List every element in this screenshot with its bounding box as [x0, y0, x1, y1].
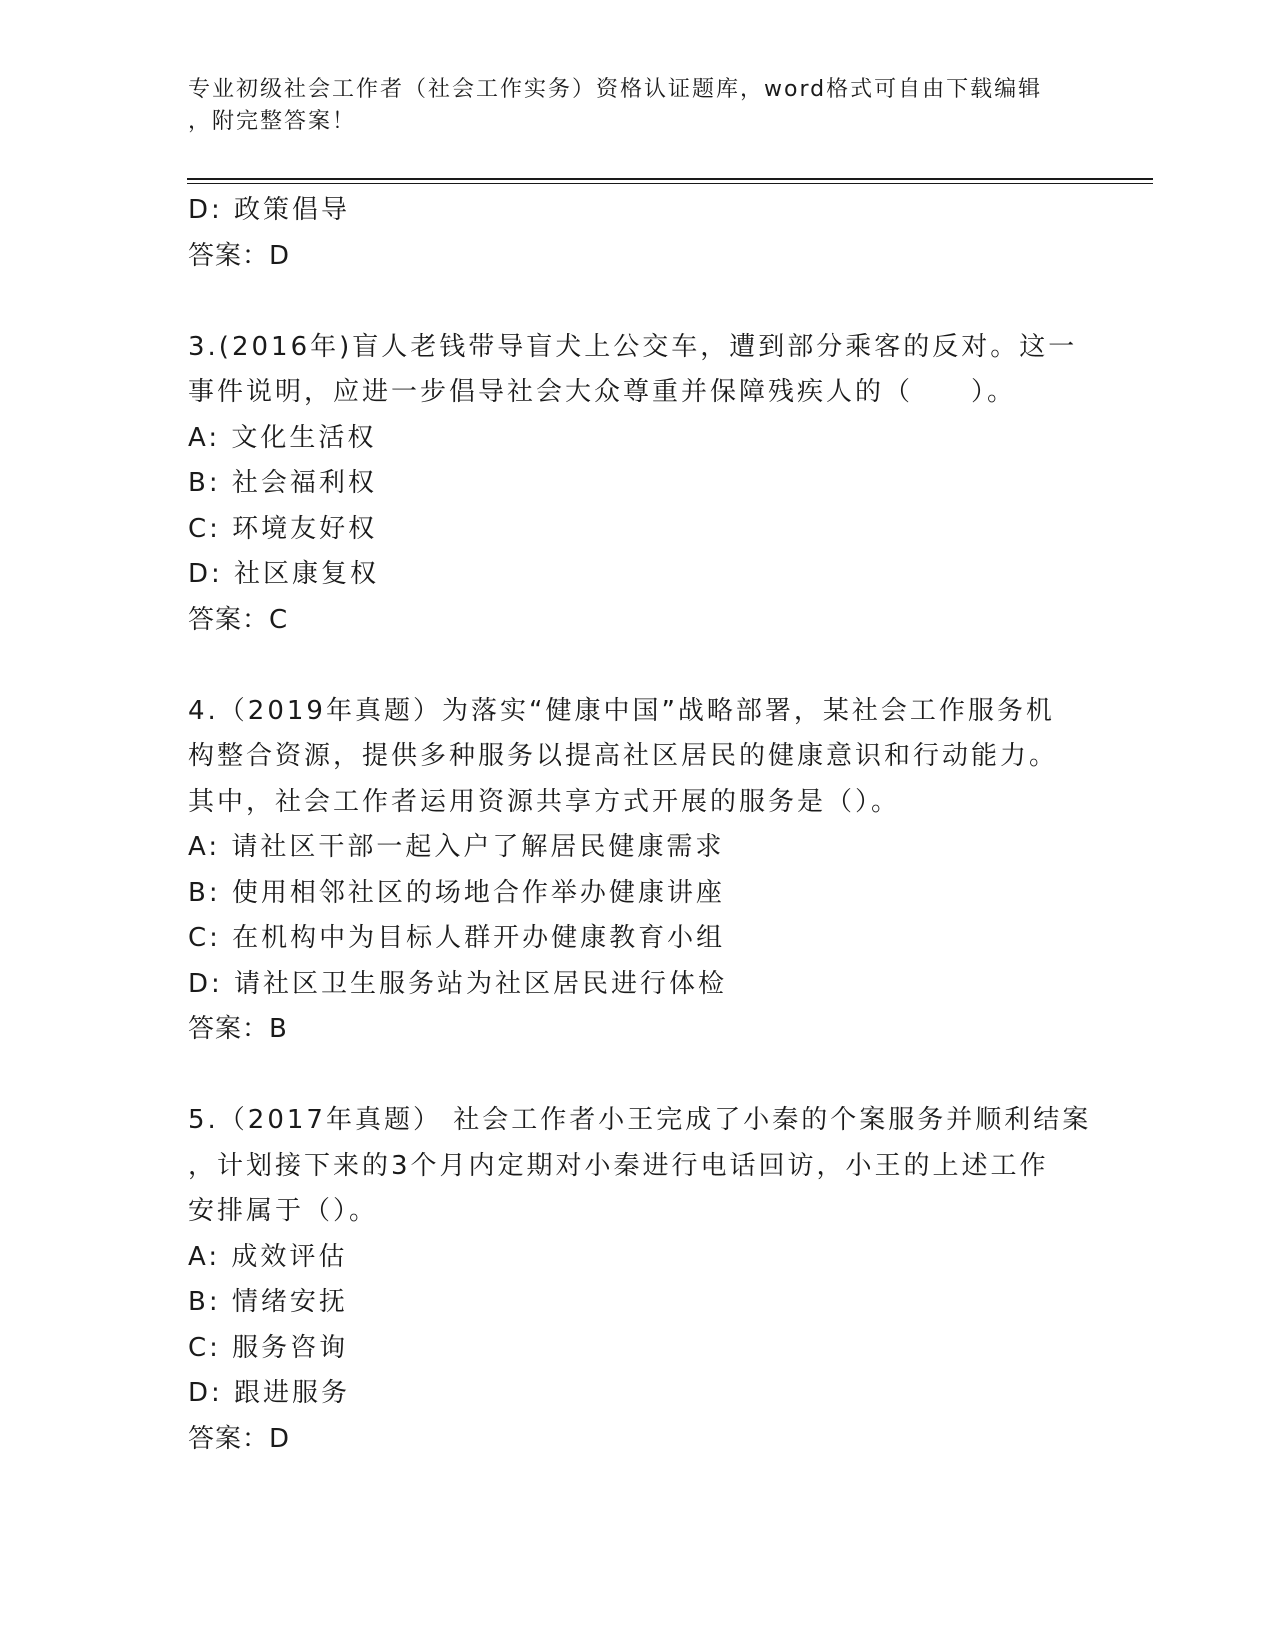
- option-d: D: 政策倡导: [188, 195, 351, 225]
- option-b: B: 情绪安抚: [188, 1287, 348, 1317]
- question-stem-line: 5.（2017年真题） 社会工作者小王完成了小秦的个案服务并顺利结案: [188, 1105, 1092, 1135]
- header-line-1: 专业初级社会工作者（社会工作实务）资格认证题库，word格式可自由下载编辑: [188, 77, 1043, 102]
- answer-line: 答案：D: [188, 1423, 291, 1454]
- question-3: [188, 325, 1088, 644]
- question-partial: [188, 188, 1088, 279]
- header-divider-thin: [187, 183, 1153, 184]
- question-stem-line: 安排属于（）。: [188, 1196, 379, 1226]
- spacer: [188, 643, 1088, 689]
- question-stem-line: 4.（2019年真题）为落实“健康中国”战略部署，某社会工作服务机: [188, 695, 1055, 726]
- question-list: [188, 188, 1092, 1462]
- question-4: [188, 689, 1088, 1053]
- question-stem-line: 其中，社会工作者运用资源共享方式开展的服务是（）。: [188, 786, 901, 817]
- option-d: D: 社区康复权: [188, 559, 380, 589]
- header-divider: [187, 178, 1153, 180]
- answer-line: 答案：D: [188, 240, 291, 271]
- header-line-2: ，附完整答案！: [188, 109, 357, 134]
- answer-line: 答案：B: [188, 1014, 288, 1044]
- option-a: A: 文化生活权: [188, 422, 377, 453]
- question-stem-line: 事件说明，应进一步倡导社会大众尊重并保障残疾人的（ ）。: [188, 377, 1017, 407]
- answer-line: 答案：C: [188, 604, 289, 635]
- option-c: C: 环境友好权: [188, 513, 378, 544]
- option-a: A: 请社区干部一起入户了解居民健康需求: [188, 832, 725, 862]
- question-stem-line: 3.(2016年)盲人老钱带导盲犬上公交车，遭到部分乘客的反对。这一: [188, 331, 1078, 362]
- option-b: B: 社会福利权: [188, 468, 377, 498]
- question-stem-line: 构整合资源，提供多种服务以提高社区居民的健康意识和行动能力。: [188, 741, 1059, 771]
- option-c: C: 在机构中为目标人群开办健康教育小组: [188, 923, 726, 953]
- page-header: [188, 74, 1068, 138]
- spacer: [188, 279, 1088, 325]
- option-d: D: 跟进服务: [188, 1378, 351, 1408]
- spacer: [188, 1053, 1088, 1099]
- question-stem-line: ，计划接下来的3个月内定期对小秦进行电话回访，小王的上述工作: [188, 1150, 1049, 1181]
- question-5: [188, 1098, 1092, 1462]
- option-b: B: 使用相邻社区的场地合作举办健康讲座: [188, 877, 725, 908]
- option-c: C: 服务咨询: [188, 1332, 349, 1363]
- option-a: A: 成效评估: [188, 1241, 348, 1272]
- option-d: D: 请社区卫生服务站为社区居民进行体检: [188, 968, 728, 999]
